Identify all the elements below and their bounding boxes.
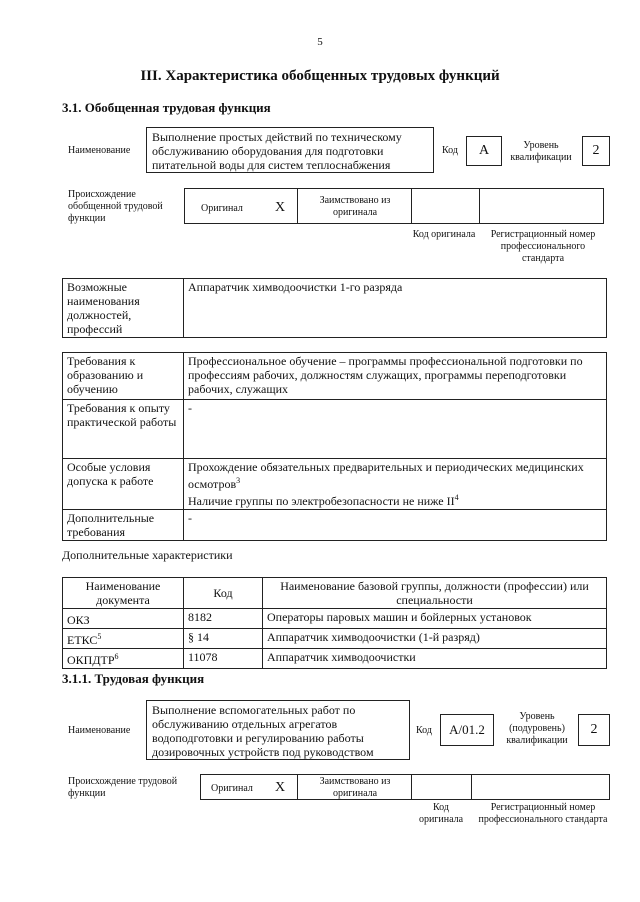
table-row — [63, 279, 607, 338]
tf-divider-3 — [471, 774, 472, 800]
row-code: § 14 — [184, 629, 263, 649]
req-additional-label: Дополнительные требования — [63, 510, 184, 541]
footnote-ref-5: 5 — [97, 632, 102, 641]
row-name: Операторы паровых машин и бойлерных установок — [263, 609, 607, 629]
gtf-name-label: Наименование — [68, 145, 131, 156]
footnote-ref-4: 4 — [454, 493, 459, 502]
doc-name: ОКПДТР — [67, 653, 115, 667]
table-row — [63, 649, 607, 669]
table-row — [63, 609, 607, 629]
doc-name: ЕТКС — [67, 633, 98, 647]
page-number: 5 — [317, 36, 323, 48]
tf-level-value: 2 — [578, 714, 610, 746]
gtf-reg-number-caption: Регистрационный номер профессионального стандарта — [490, 229, 596, 264]
gtf-divider-1 — [297, 188, 298, 224]
tf-divider-2 — [411, 774, 412, 800]
tf-code-value: А/01.2 — [440, 714, 494, 746]
positions-value: Аппаратчик химводоочистки 1-го разряда — [184, 279, 607, 338]
tf-borrowed-label: Заимствовано из оригинала — [319, 776, 391, 799]
row-name: Аппаратчик химводоочистки — [263, 649, 607, 669]
header-doc: Наименование документа — [63, 578, 184, 609]
req-conditions-label: Особые условия допуска к работе — [63, 459, 184, 510]
row-code: 8182 — [184, 609, 263, 629]
row-doc — [63, 609, 184, 629]
req-conditions-text-2: Наличие группы по электробезопасности не ниже II — [188, 494, 455, 508]
gtf-name-value: Выполнение простых действий по техническому обслуживанию оборудования для подготовки питательной воды для систем теплоснабжения — [146, 127, 434, 173]
gtf-borrowed-label: Заимствовано из оригинала — [319, 195, 391, 218]
req-experience-value: - — [184, 400, 607, 459]
tf-reg-number-caption: Регистрационный номер профессионального стандарта — [478, 802, 608, 825]
tf-original-label: Оригинал — [211, 783, 253, 794]
gtf-divider-2 — [411, 188, 412, 224]
table-row — [63, 353, 607, 400]
table-row — [63, 629, 607, 649]
tf-level-label: Уровень (подуровень) квалификации — [506, 711, 568, 746]
gtf-positions-table — [62, 278, 607, 338]
gtf-origin-box — [184, 188, 604, 224]
tf-code-label: Код — [416, 725, 432, 736]
tf-divider-1 — [297, 774, 298, 800]
gtf-level-value: 2 — [582, 136, 610, 166]
req-conditions-value — [184, 459, 607, 510]
row-doc — [63, 629, 184, 649]
tf-code-original-caption: Код оригинала — [418, 802, 464, 825]
positions-label: Возможные наименования должностей, профессий — [63, 279, 184, 338]
gtf-requirements-table — [62, 352, 607, 541]
gtf-code-value: А — [466, 136, 502, 166]
tf-name-value: Выполнение вспомогательных работ по обслуживанию отдельных агрегатов водоподготовки и регулированию работы дозировочных устройств под руководством — [146, 700, 410, 760]
tf-origin-label: Происхождение трудовой функции — [68, 776, 178, 799]
header-code: Код — [184, 578, 263, 609]
gtf-original-mark: X — [275, 200, 286, 215]
gtf-divider-3 — [479, 188, 480, 224]
table-row — [63, 510, 607, 541]
req-education-value: Профессиональное обучение – программы профессиональной подготовки по профессиям рабочих, должностям служащих, программы переподготовки рабочих, служащих — [184, 353, 607, 400]
req-experience-label: Требования к опыту практической работы — [63, 400, 184, 459]
header-name: Наименование базовой группы, должности (профессии) или специальности — [263, 578, 607, 609]
gtf-original-label: Оригинал — [201, 203, 243, 214]
tf-origin-box — [200, 774, 610, 800]
footnote-ref-6: 6 — [114, 652, 119, 661]
table-header-row — [63, 578, 607, 609]
gtf-code-original-caption: Код оригинала — [412, 229, 476, 240]
req-education-label: Требования к образованию и обучению — [63, 353, 184, 400]
footnote-ref-3: 3 — [236, 476, 241, 485]
table-row — [63, 400, 607, 459]
additional-title: Дополнительные характеристики — [62, 548, 233, 562]
tf-name-label: Наименование — [68, 725, 131, 736]
gtf-origin-label: Происхождение обобщенной трудовой функции — [68, 189, 163, 224]
row-code: 11078 — [184, 649, 263, 669]
tf-heading: 3.1.1. Трудовая функция — [62, 671, 205, 686]
doc-name: ОКЗ — [67, 613, 90, 627]
row-name: Аппаратчик химводоочистки (1-й разряд) — [263, 629, 607, 649]
gtf-heading: 3.1. Обобщенная трудовая функция — [62, 100, 271, 115]
additional-table — [62, 577, 607, 669]
row-doc — [63, 649, 184, 669]
gtf-code-label: Код — [442, 145, 458, 156]
section-title: III. Характеристика обобщенных трудовых функций — [140, 68, 500, 84]
req-additional-value: - — [184, 510, 607, 541]
req-conditions-text-1: Прохождение обязательных предварительных и периодических медицинских осмотров — [188, 460, 584, 491]
table-row — [63, 459, 607, 510]
gtf-level-label: Уровень квалификации — [510, 140, 572, 163]
tf-original-mark: X — [275, 780, 286, 795]
